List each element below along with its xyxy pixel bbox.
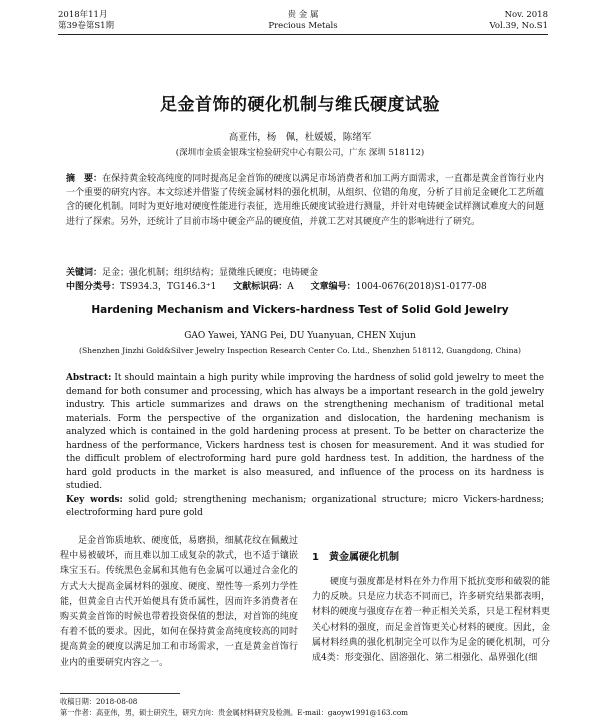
keywords-en-label: Key words:	[66, 494, 123, 505]
abstract-cn-text: 在保持黄金较高纯度的同时提高足金首饰的硬度以满足市场消费者和加工两方面需求，一直都是黄金首饰行业内一个重要的研究内容。本文综述并借鉴了传统金属材料的强化机制，从组织、位错的角度，分析了目前足金硬化工艺所蕴含的硬化机制。同时为更好地对硬度性能进行表征，选用维氏硬度试验进行测量，并针对电铸硬金试样测试难度大的问题进行了探索。另外，还统计了目前市场中硬金产品的硬度值，并就工艺对其硬度产生的影响进行了研究。	[66, 174, 544, 227]
english-title: Hardening Mechanism and Vickers-hardness Test of Solid Gold Jewelry	[91, 304, 509, 316]
journal-name-en: Precious Metals	[268, 21, 338, 31]
article-number-value: 1004-0676(2018)S1-0177-08	[355, 282, 487, 292]
article-number	[311, 282, 487, 292]
header-issue-en: Vol.39, No.S1	[489, 21, 548, 31]
header-date-en: Nov. 2018	[504, 10, 548, 20]
footnote	[60, 697, 548, 718]
clc-label: 中图分类号：	[66, 282, 121, 292]
keywords-en-text: solid gold; strengthening mechanism; organizational structure; micro Vickers-hardness; electroforming hard pure gold	[66, 494, 544, 518]
keywords-and-classification	[66, 266, 544, 294]
keywords-cn-text: 足金；强化机制；组织结构；显微维氏硬度；电铸硬金	[102, 268, 319, 278]
abstract-en-body	[66, 372, 544, 494]
affiliation: (深圳市金质金银珠宝检验研究中心有限公司，广东 深圳 518112)	[175, 148, 425, 158]
keywords-cn-label: 关键词：	[66, 268, 103, 278]
section-heading	[312, 548, 550, 563]
article-number-label: 文章编号：	[310, 282, 356, 292]
keywords-cn	[66, 266, 544, 280]
doc-code-value: A	[287, 282, 294, 292]
header-date-cn: 2018年11月	[58, 10, 108, 20]
header-center	[58, 10, 548, 32]
clc-number	[66, 282, 216, 292]
keywords-en	[66, 494, 544, 521]
document-code	[233, 282, 294, 292]
running-header	[58, 10, 548, 40]
abstract-cn	[66, 172, 544, 229]
clc-value: TS934.3，TG146.3⁺1	[120, 282, 217, 292]
section-paragraph: 硬度与强度都是材料在外力作用下抵抗变形和破裂的能力的反映。只是应力状态不同而已，许多研究结果都表明，材料的硬度与强度存在着一种正相关关系，只是工程材料更关心材料的强度，而足金首饰更关心材料的硬度。因此，金属材料经典的强化机制完全可以作为足金的硬化机制，可分成4类：形变强化、固溶强化、第二相强化、晶界强化(细	[312, 577, 550, 664]
abstract-en-label: Abstract:	[66, 373, 112, 383]
journal-name-cn: 贵 金 属	[287, 10, 319, 20]
abstract-en-text: It should maintain a high purity while improving the hardness of solid gold jewelry to meet the demand for both consumer and processing, which has always be a important research in the gold jewelry industry. This article summarizes and draws on the strengthening mechanism of traditional metal materials. Form the perspective of the organization and dislocation, the hardening mechanism is analyzed which is contained in the gold hardening process at present. To be better on characterize the hardness of the performance, Vickers hardness test is chosen for measurement. And it was studied for the difficult problem of electroforming hard pure gold hardness test. In addition, the hardness of the hard gold products in the market is also measured, and influence of the process on its hardness is studied.	[66, 373, 544, 491]
section-title: 黄金属硬化机制	[328, 552, 399, 563]
body-right-column	[312, 534, 550, 666]
paper-title: 足金首饰的硬化机制与维氏硬度试验	[160, 95, 440, 115]
section-number: 1	[312, 552, 319, 563]
author-list: 高亚伟，杨 佩，杜媛媛，陈绪军	[228, 132, 372, 143]
received-date: 收稿日期：2018-08-08	[60, 697, 138, 706]
classification-line	[66, 280, 544, 294]
english-affiliation: (Shenzhen Jinzhi Gold&Silver Jewelry Inspection Research Center Co. Ltd., Shenzhen 518112, Guangdong, China)	[79, 346, 521, 355]
abstract-en	[66, 372, 544, 521]
body-left-column: 足金首饰质地软、硬度低，易磨损，细腻花纹在佩戴过程中易被破坏，而且难以加工成复杂的款式，也不适于镶嵌珠宝玉石。传统黑色金属和其他有色金属可以通过合金化的方式大大提高金属材料的强度、硬度、塑性等一系列力学性能，但黄金自古代开始便具有货币属性，因而许多消费者在购买黄金首饰的时候也带着投资保值的想法，对首饰的纯度有着不低的要求。因此，如何在保持黄金高纯度较高的同时提高黄金的硬度以满足加工和市场需求，一直是黄金首饰行业内的重要研究内容之一。	[60, 536, 298, 668]
header-issue-cn: 第39卷第S1期	[58, 21, 115, 31]
header-right	[490, 10, 548, 32]
abstract-cn-label: 摘 要：	[66, 174, 103, 184]
english-authors: GAO Yawei, YANG Pei, DU Yuanyuan, CHEN Xujun	[184, 331, 416, 341]
footnote-rule	[60, 693, 180, 694]
doc-code-label: 文献标识码：	[233, 282, 288, 292]
header-rule	[58, 34, 548, 35]
first-author-info: 第一作者：高亚伟，男，硕士研究生，研究方向：贵金属材料研究及检测。E-mail：gaoyw1991@163.com	[60, 707, 408, 717]
